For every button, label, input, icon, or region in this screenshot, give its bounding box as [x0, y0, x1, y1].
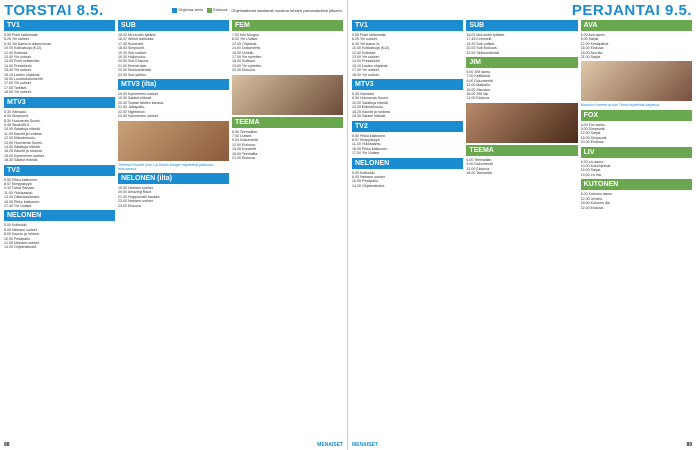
day-title-left: TORSTAI 8.5.	[4, 1, 104, 19]
actress-photo	[118, 121, 229, 161]
legend-note: Ohjelmatiedot saattavat muuttua lehden painovalmiiksi jälkeen.	[231, 7, 343, 13]
actress-photo-right	[581, 61, 692, 101]
left-col-1	[4, 20, 115, 432]
channel-listing-fox: 6.00 Fox aamu. 9.00 Simpsonit. 12.00 Sarjat. 16.00 Simpsonit. 20.00 Elokuva.	[580, 122, 608, 145]
channel-header-kutonen: KUTONEN	[581, 179, 692, 190]
left-columns	[4, 20, 343, 432]
page-number-right: 89	[686, 442, 692, 448]
legend-item-movie: Elokuva	[207, 7, 227, 12]
channel-header-fem: FEM	[232, 20, 343, 31]
day-title-right: PERJANTAI 9.5.	[571, 1, 692, 19]
channel-listing-nelonen: 5.00 Kotikokki. 6.00 Nelosen uutiset. 8.00 Kaunis ja rohkea. 10.00 Pesäpallo. 12.00 Nelosen uutiset. 14.00 Ohjelmatiedot.	[4, 223, 40, 250]
right-footer	[352, 442, 692, 448]
brand-right: MENAISET	[352, 442, 378, 448]
photo-caption-left: Theresa Russell (vas.) ja Debra Winger näyttelivät pääosaa elokuvassa.	[118, 162, 213, 171]
channel-header-nelonen-evening: NELONEN (ilta)	[118, 173, 229, 184]
page-number-left: 88	[4, 442, 10, 448]
channel-header-tv2: TV2	[4, 165, 115, 176]
program-photo	[232, 75, 343, 115]
channel-listing-ava: 6.00 Ava aamu. 8.00 Sarjat. 12.00 Keskipäivä. 15.00 Elokuva. 18.00 Ava ilta. 21.00 Sarjat.	[580, 33, 610, 60]
channel-listing-tv2-fri: 6.50 Pikku kakkonen. 8.57 Kimppakyyti. 11.00 Ykkösaamu. 16.05 Pikku kakkonen. 17.00 Yle Uutiset.	[352, 133, 389, 156]
rating-swatch-icon	[172, 8, 177, 13]
channel-listing-nelonen-fri: 5.00 Kotikokki. 6.00 Nelosen uutiset. 10.00 Pesäpallo. 14.00 Ohjelmatiedot.	[352, 170, 386, 188]
channel-header-tv1: TV1	[4, 20, 115, 31]
channel-listing-sub-fri: 16.02 McLeodin tyttäret. 17.45 Kummelit. 19.20 Sub uutiset. 20.00 Sub Elokuva. 22.00 Sinkkuelämää.	[466, 33, 505, 55]
right-col-1	[352, 20, 463, 432]
channel-listing-teema-fri: 6.00 Teemaillan. 9.00 Dokumentti. 12.00 Elokuva. 18.00 Teemailta.	[466, 157, 494, 176]
channel-header-sub-fri: SUB	[466, 20, 577, 31]
channel-listing-jim: 5.00 JIM aamu. 7.00 Keittiössä. 9.00 Dokumentti. 12.00 Matkailu. 15.00 Sisustus. 18.00 JIM ilta. 21.00 Elokuva.	[466, 70, 494, 101]
channel-header-ava: AVA	[581, 20, 692, 31]
channel-listing-tv2: 6.50 Pikku kakkonen. 8.57 Kimppakyyti. 9.32 Tuhat Sanaan. 11.00 Ykkösaamu. 13.20 Oikeusasiamies. 16.05 Pikku kakkonen. 17.00 Yle Uutiset.	[4, 177, 41, 208]
channel-header-sub: SUB	[118, 20, 229, 31]
movie-swatch-icon	[207, 8, 212, 13]
channel-header-teema: TEEMA	[232, 117, 343, 128]
right-col-3	[581, 20, 692, 432]
channel-header-tv2-fri: TV2	[352, 121, 463, 132]
channel-listing-nelonen-evening: 19.00 Nelosen uutiset. 20.00 Amazing Race. 21.00 Huippumalli haussa. 22.00 Nelosen uutiset. 23.00 Elokuva.	[118, 185, 161, 208]
legend	[172, 7, 343, 12]
channel-listing-mtv3: 5.30 Xamsalo. 6.00 Simpsonit. 6.30 Huomenta Suomi. 9.45 Studio55.fi. 10.00 Salattuja elämiä. 11.00 Kauniit ja rohkeat. 12.00 Elämänkoulu. 13.00 Huomenta Suomi. 14.00 Salattuja elämiä. 16.25 Kauniit ja rohkeat. 18.00 Kymmenen uutiset. 18.30 Salatut elämät.	[4, 109, 45, 163]
left-topbar	[4, 0, 343, 20]
right-columns	[352, 20, 692, 432]
photo-caption-right: Massiivi Kroeeta ja Isla Tihoa näyttelivät sarjassa.	[580, 103, 660, 108]
channel-listing-liv: 6.00 Liv aamu. 10.00 Kotiohjelmat. 15.00 Sarjat. 19.00 Liv ilta.	[580, 159, 612, 177]
right-topbar	[352, 0, 692, 20]
channel-header-tv1-fri: TV1	[352, 20, 463, 31]
right-col-2	[466, 20, 577, 432]
channel-listing-fem: 7.00 Min Morgon. 8.00 Yle Uutiset. 12.05 Ohjelmat. 14.00 Dokumentti. 16.00 Urheilu. 17.00 Yle nyhetter. 18.00 Kulttuuri. 19.00 Yle nyhetter. 20.00 Elokuva.	[232, 33, 262, 73]
channel-header-mtv3-evening: MTV3 (ilta)	[118, 79, 229, 90]
brand-left: MENAISET	[317, 442, 343, 448]
left-col-3	[232, 20, 343, 432]
channel-header-nelonen: NELONEN	[4, 210, 115, 221]
channel-header-liv: LIV	[581, 147, 692, 158]
right-page	[348, 0, 696, 450]
channel-header-nelonen-fri: NELONEN	[352, 158, 463, 169]
channel-listing-sub: 16.02 McLeodin tyttäret. 16.47 Welsh Kalliossa. 17.45 Kummelit. 18.53 Simpsonit. 19.20 Sub uutiset. 19.30 Hulluruoho. 20.00 Sub Elokuva. 21.00 Emmerdale. 22.00 Sinkkuelämää. 23.00 Sub yöfilmi.	[118, 33, 157, 77]
legend-item-rating: Ohjelma-arvio	[172, 7, 203, 12]
channel-listing-teema: 6.00 Teemaillan. 7.00 Uutiset. 9.00 Dokumentti. 12.00 Elokuva. 15.00 Konsertti. 18.00 Teemailta. 21.00 Elokuva.	[232, 129, 260, 161]
left-col-2	[118, 20, 229, 432]
channel-listing-mtv3-evening: 19.00 Kymmenen uutiset. 19.30 Salatut elämät. 20.00 Tanssii tähtien kanssa. 21.00 Jalkapallo. 22.00 Nightshow. 23.00 Kymmenen uutiset.	[118, 92, 165, 119]
channel-listing-tv1: 5.55 Pukit sattumalta. 6.25 Yle uutiset. 6.30 Yle Aamu-tv aamuvieras. 10.00 Kotikatsoja (K12). 12.40 Kotimaa. 13.00 Yle uutiset. 13.05 Puoli seitsemän. 14.00 Pressiklubi. 15.00 Yle uutiset. 15.10 Lasten ohjelmat. 16.00 Luontodokumentti. 17.00 Yle uutiset. 17.05 Tarkiset. 18.00 Yle uutiset.	[4, 33, 52, 95]
program-photo-right	[466, 103, 577, 143]
channel-header-teema-fri: TEEMA	[466, 145, 577, 156]
channel-listing-mtv3-fri: 5.30 Xamsalo. 6.30 Huomenta Suomi. 10.00 Salattuja elämiä. 12.00 Elämänkoulu. 16.25 Kauniit ja rohkeat. 18.30 Salatut elämät.	[352, 92, 391, 119]
channel-header-jim: JIM	[466, 57, 577, 68]
channel-header-fox: FOX	[581, 110, 692, 121]
channel-header-mtv3: MTV3	[4, 97, 115, 108]
channel-listing-kutonen: 6.00 Kutonen aamu. 12.00 Urheilu. 18.00 Kutonen ilta. 22.00 Elokuva.	[580, 192, 614, 210]
left-footer	[4, 442, 343, 448]
channel-listing-tv1-fri: 5.55 Pukit sattumalta. 6.25 Yle uutiset. 6.30 Yle Aamu-tv. 10.00 Kotikatsoja (K12). 12.40 Kotimaa. 13.00 Yle uutiset. 14.00 Pressiklubi. 15.10 Lasten ohjelmat. 17.00 Yle uutiset. 18.00 Yle uutiset.	[352, 33, 391, 77]
channel-header-mtv3-fri: MTV3	[352, 79, 463, 90]
